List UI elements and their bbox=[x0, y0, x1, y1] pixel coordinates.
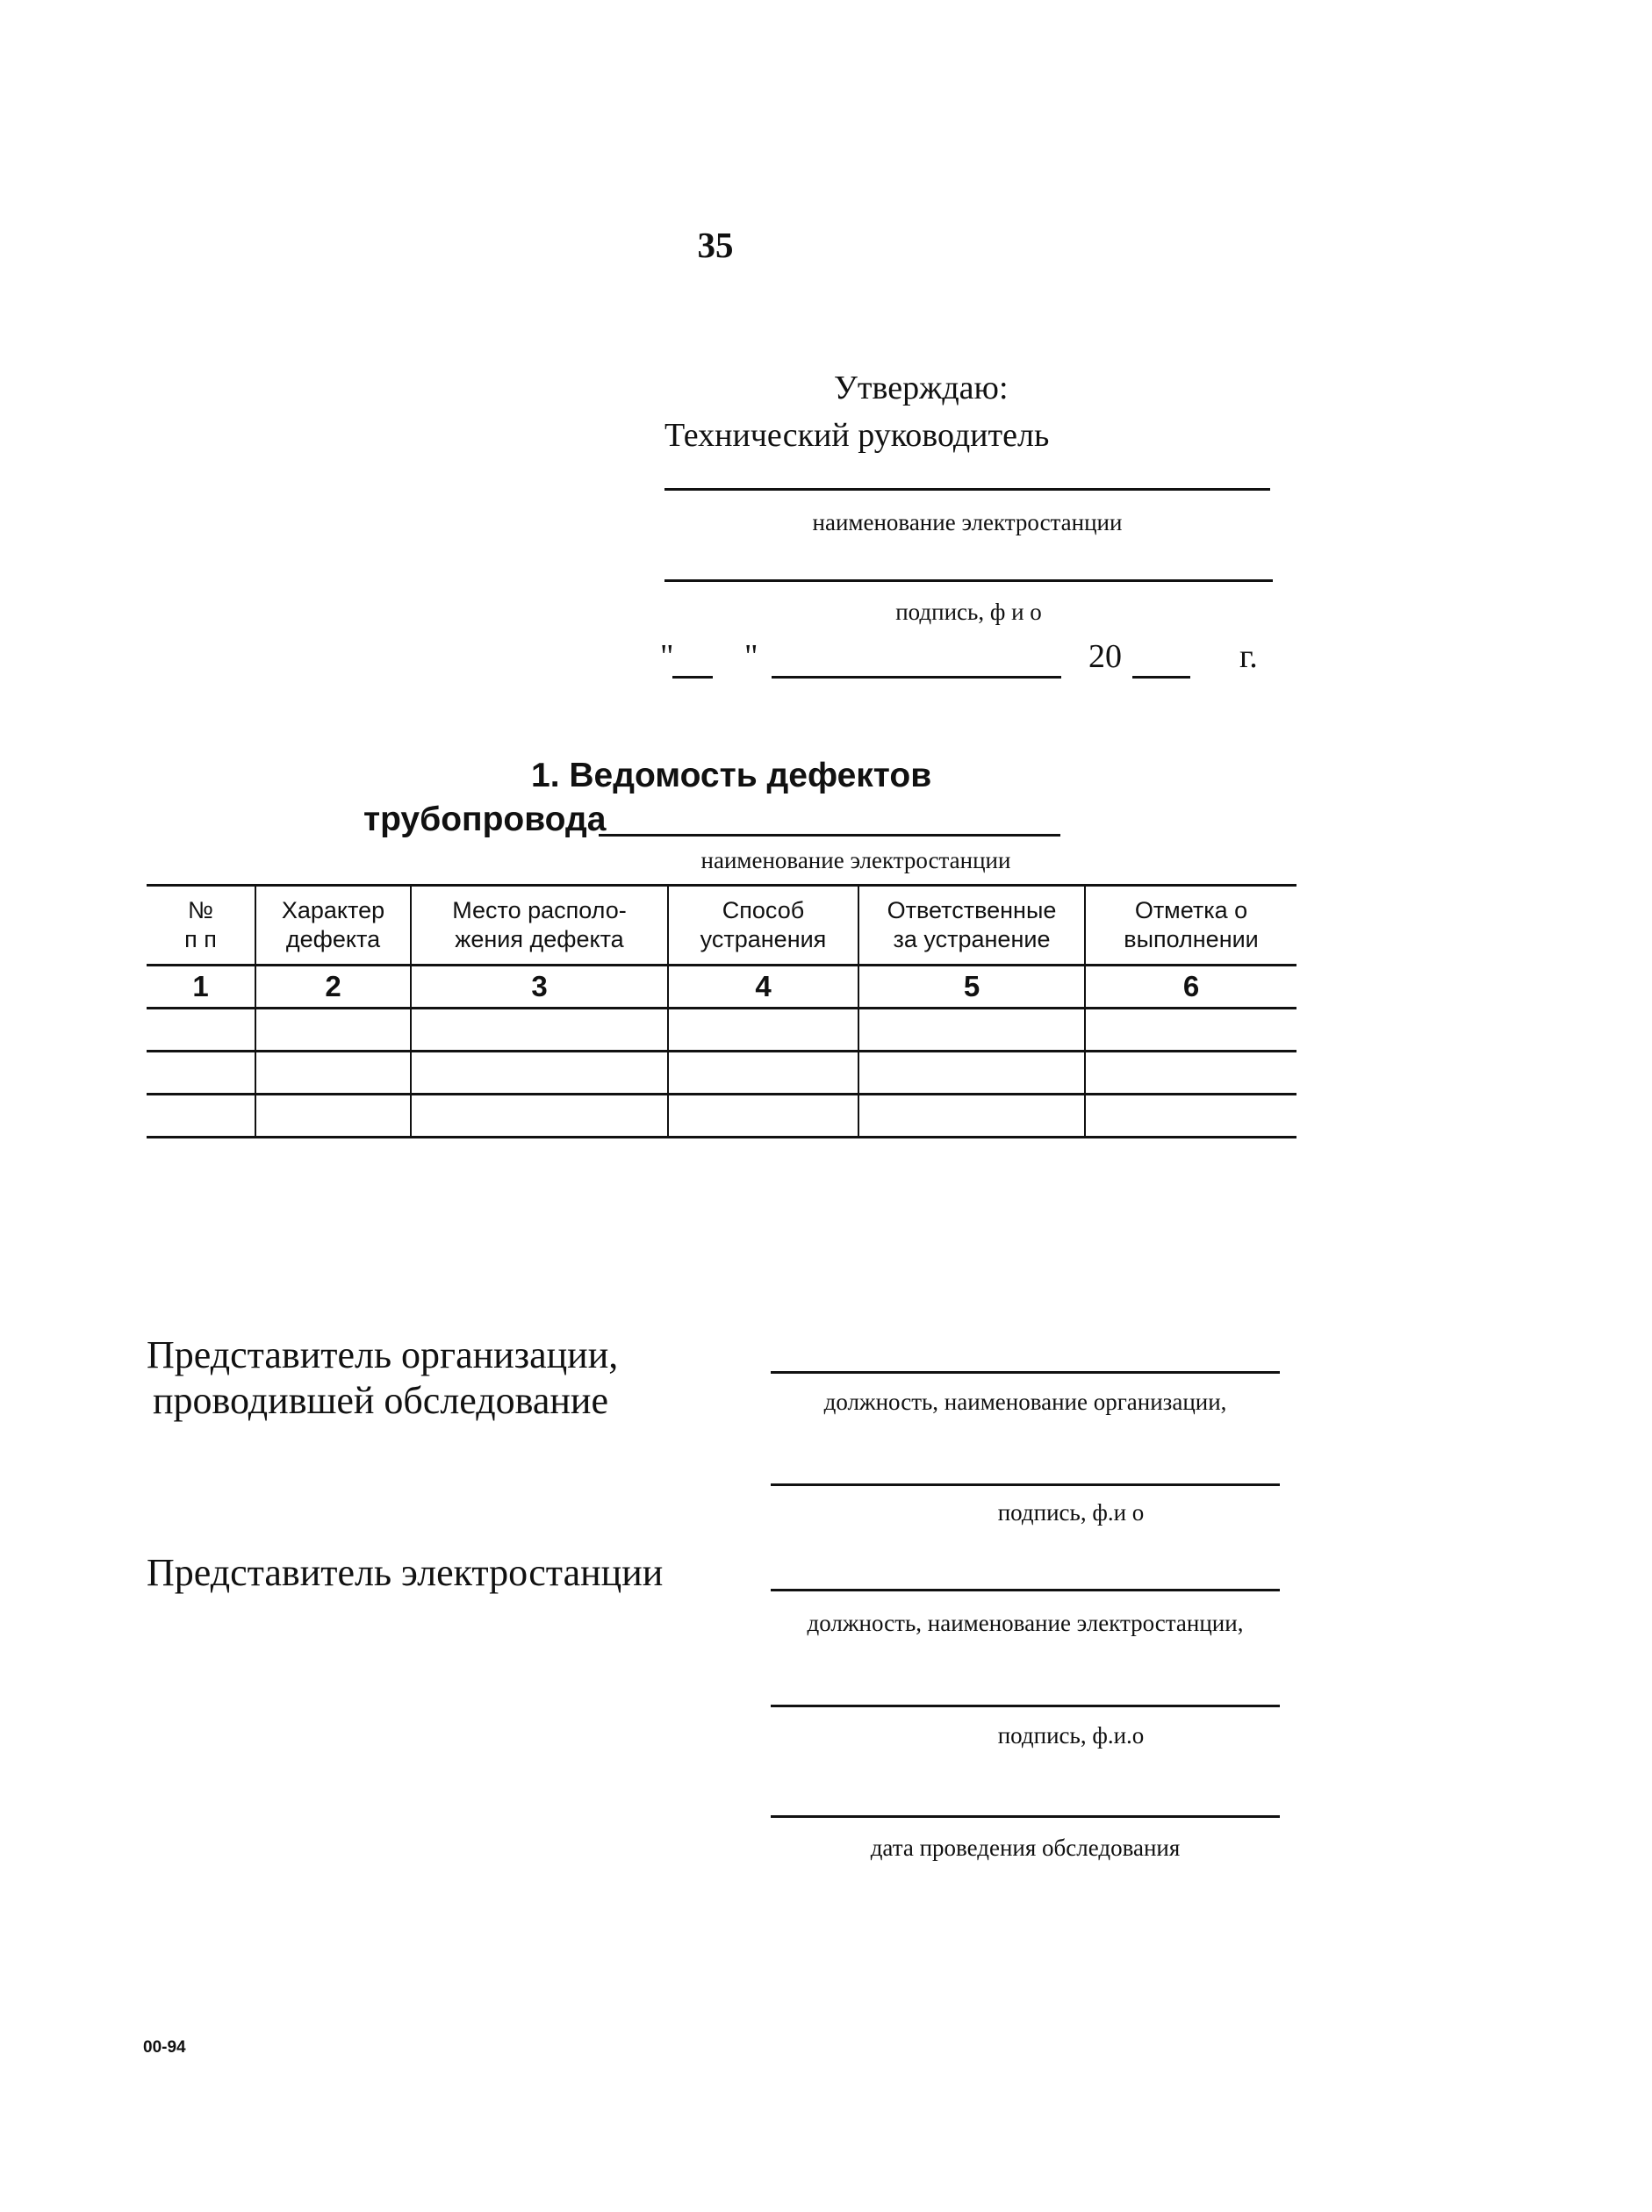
column-number-row bbox=[147, 966, 1296, 1009]
org-signature-line bbox=[771, 1483, 1280, 1486]
pipeline-station-caption: наименование электростанции bbox=[700, 847, 1011, 873]
header-responsible: Ответственные за устранение bbox=[858, 886, 1085, 966]
approval-role: Технический руководитель bbox=[664, 417, 1050, 454]
date-quote-close: " bbox=[744, 638, 758, 675]
org-signature-caption: подпись, ф.и о bbox=[997, 1499, 1145, 1526]
defects-table bbox=[147, 884, 1296, 1138]
header-remedy-method: Способ устранения bbox=[668, 886, 858, 966]
inspection-date-caption: дата проведения обследования bbox=[870, 1835, 1181, 1861]
date-quote-open: " bbox=[660, 638, 674, 675]
org-position-line bbox=[771, 1371, 1280, 1374]
document-subtitle: трубопровода bbox=[363, 801, 607, 838]
column-number: 1 bbox=[147, 966, 255, 1009]
header-defect-location: Место располо- жения дефекта bbox=[411, 886, 668, 966]
document-title: 1. Ведомость дефектов bbox=[531, 757, 932, 794]
approval-title: Утверждаю: bbox=[834, 370, 1009, 406]
org-position-caption: должность, наименование организации, bbox=[823, 1389, 1227, 1415]
station-signature-line bbox=[771, 1705, 1280, 1707]
table-row bbox=[147, 1095, 1296, 1138]
signature-caption: подпись, ф и о bbox=[895, 599, 1042, 625]
signature-line bbox=[664, 579, 1273, 582]
header-defect-nature: Характер дефекта bbox=[255, 886, 411, 966]
page-number: 35 bbox=[697, 225, 734, 265]
column-number: 5 bbox=[858, 966, 1085, 1009]
column-number: 2 bbox=[255, 966, 411, 1009]
header-completion-mark: Отметка о выполнении bbox=[1085, 886, 1296, 966]
column-number: 6 bbox=[1085, 966, 1296, 1009]
table-row bbox=[147, 1009, 1296, 1052]
station-name-caption: наименование электростанции bbox=[812, 509, 1123, 535]
station-name-line bbox=[664, 488, 1270, 491]
pipeline-name-line bbox=[599, 834, 1060, 837]
date-month-line bbox=[772, 676, 1061, 679]
inspection-date-line bbox=[771, 1815, 1280, 1818]
column-number: 4 bbox=[668, 966, 858, 1009]
header-number: № п п bbox=[147, 886, 255, 966]
footer-code: 00-94 bbox=[143, 2038, 186, 2057]
station-position-caption: должность, наименование электростанции, bbox=[807, 1610, 1244, 1636]
station-signature-caption: подпись, ф.и.о bbox=[997, 1722, 1145, 1749]
table-header-row bbox=[147, 886, 1296, 966]
date-year-line bbox=[1132, 676, 1190, 679]
station-position-line bbox=[771, 1589, 1280, 1591]
date-year-suffix: г. bbox=[1239, 638, 1258, 675]
column-number: 3 bbox=[411, 966, 668, 1009]
date-day-line bbox=[672, 676, 713, 679]
date-year-prefix: 20 bbox=[1088, 638, 1122, 675]
approval-date-row bbox=[660, 637, 1283, 681]
table-row bbox=[147, 1052, 1296, 1095]
station-representative-label: Представитель электростанции bbox=[147, 1551, 664, 1594]
org-representative-label: Представитель организации, проводившей обследование bbox=[147, 1333, 619, 1422]
